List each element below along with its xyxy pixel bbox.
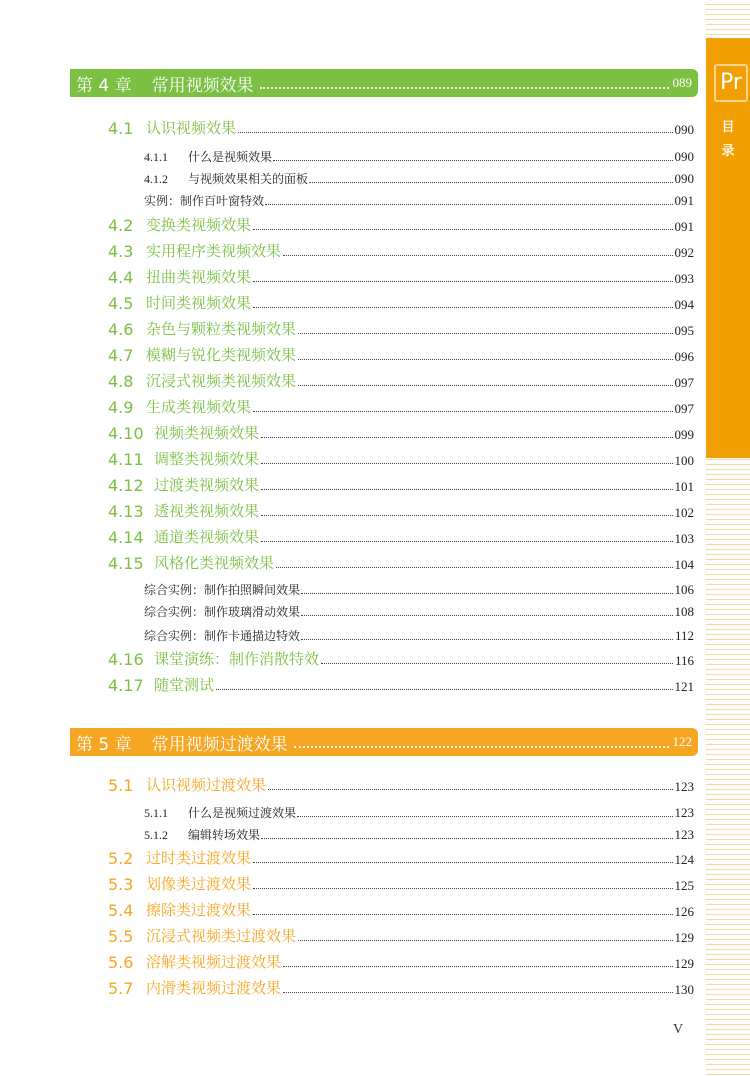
dot-leader — [265, 204, 672, 205]
toc-section[interactable] — [108, 343, 694, 365]
subsection-title: 综合实例：制作拍照瞬间效果 — [144, 583, 301, 597]
section-page: 094 — [674, 297, 694, 312]
dot-leader — [321, 663, 673, 664]
dot-leader — [261, 463, 672, 464]
section-number: 4.2 — [108, 216, 134, 235]
section-number: 4.10 — [108, 424, 144, 443]
section-number: 5.2 — [108, 849, 134, 868]
section-number: 5.7 — [108, 979, 134, 998]
section-number: 5.1 — [108, 776, 134, 795]
section-number: 4.1 — [108, 119, 134, 138]
toc-section[interactable] — [108, 872, 694, 894]
section-number: 4.6 — [108, 320, 134, 339]
dot-leader — [298, 940, 672, 941]
section-title: 实用程序类视频效果 — [146, 242, 282, 260]
section-page: 126 — [674, 904, 694, 919]
section-title: 认识视频效果 — [146, 119, 237, 137]
section-number: 4.16 — [108, 650, 144, 669]
chapter-5-header[interactable] — [70, 728, 698, 756]
dot-leader — [253, 914, 672, 915]
toc-subsection[interactable] — [144, 189, 694, 209]
section-page: 093 — [674, 271, 694, 286]
chapter-page: 089 — [672, 75, 692, 90]
toc-subsection[interactable] — [144, 823, 694, 843]
dot-leader — [297, 816, 672, 817]
subsection-page: 123 — [674, 827, 694, 842]
section-page: 123 — [674, 779, 694, 794]
toc-subsection[interactable] — [144, 578, 694, 598]
subsection-title: 综合实例：制作玻璃滑动效果 — [144, 605, 301, 619]
toc-section[interactable] — [108, 447, 694, 469]
section-number: 4.9 — [108, 398, 134, 417]
chapter-number: 第 5 章 — [76, 734, 132, 755]
section-title: 透视类视频效果 — [154, 502, 260, 520]
section-title: 通道类视频效果 — [154, 528, 260, 546]
section-number: 5.4 — [108, 901, 134, 920]
subsection-page: 090 — [674, 149, 694, 164]
subsection-page: 090 — [674, 171, 694, 186]
section-number: 4.14 — [108, 528, 144, 547]
toc-subsection[interactable] — [144, 145, 694, 165]
section-page: 092 — [674, 245, 694, 260]
section-page: 100 — [674, 453, 694, 468]
section-title: 擦除类过渡效果 — [146, 901, 252, 919]
pr-logo: Pr — [714, 64, 748, 102]
section-number: 4.13 — [108, 502, 144, 521]
dot-leader — [301, 639, 673, 640]
dot-leader — [309, 182, 672, 183]
section-page: 130 — [674, 982, 694, 997]
section-number: 5.5 — [108, 927, 134, 946]
section-number: 4.15 — [108, 554, 144, 573]
section-number: 4.7 — [108, 346, 134, 365]
subsection-title: 综合实例：制作卡通描边特效 — [144, 629, 301, 643]
dot-leader — [301, 593, 672, 594]
toc-subsection[interactable] — [144, 624, 694, 644]
section-title: 风格化类视频效果 — [154, 554, 275, 572]
toc-subsection[interactable] — [144, 167, 694, 187]
subsection-page: 123 — [674, 805, 694, 820]
chapter-4-header[interactable] — [70, 69, 698, 97]
toc-section[interactable] — [108, 369, 694, 391]
section-number: 4.11 — [108, 450, 144, 469]
side-tab-label-1: 目 — [721, 120, 735, 135]
dot-leader — [261, 489, 672, 490]
dot-leader — [301, 615, 672, 616]
dot-leader — [253, 307, 672, 308]
subsection-number: 4.1.1 — [144, 150, 168, 164]
toc-section[interactable] — [108, 239, 694, 261]
toc-section[interactable] — [108, 846, 694, 868]
toc-section[interactable] — [108, 924, 694, 946]
dot-leader — [253, 888, 672, 889]
dot-leader — [261, 541, 672, 542]
toc-section[interactable] — [108, 551, 694, 573]
section-page: 097 — [674, 401, 694, 416]
dot-leader — [273, 160, 672, 161]
toc-subsection[interactable] — [144, 801, 694, 821]
dot-leader — [276, 567, 672, 568]
subsection-page: 112 — [674, 628, 694, 643]
subsection-page: 091 — [674, 193, 694, 208]
dot-leader — [261, 437, 672, 438]
section-title: 模糊与锐化类视频效果 — [146, 346, 297, 364]
section-title: 视频类视频效果 — [154, 424, 260, 442]
section-number: 5.3 — [108, 875, 134, 894]
dot-leader — [253, 862, 672, 863]
subsection-title: 什么是视频过渡效果 — [188, 806, 297, 820]
section-page: 102 — [674, 505, 694, 520]
toc-section[interactable] — [108, 213, 694, 235]
chapter-title: 常用视频过渡效果 — [151, 734, 288, 755]
section-title: 课堂演练：制作消散特效 — [154, 650, 320, 668]
subsection-title: 实例：制作百叶窗特效 — [144, 194, 265, 208]
section-title: 时间类视频效果 — [146, 294, 252, 312]
toc-section[interactable] — [108, 265, 694, 287]
section-title: 沉浸式视频类视频效果 — [146, 372, 297, 390]
toc-section[interactable] — [108, 673, 694, 695]
dot-leader — [253, 229, 672, 230]
section-page: 125 — [674, 878, 694, 893]
section-page: 129 — [674, 930, 694, 945]
section-title: 认识视频过渡效果 — [146, 776, 267, 794]
section-page: 121 — [674, 679, 694, 694]
subsection-title: 编辑转场效果 — [188, 828, 261, 842]
dot-leader — [283, 966, 672, 967]
chapter-title: 常用视频效果 — [151, 75, 254, 96]
section-page: 091 — [674, 219, 694, 234]
section-page: 095 — [674, 323, 694, 338]
section-title: 划像类过渡效果 — [146, 875, 252, 893]
toc-subsection[interactable] — [144, 600, 694, 620]
toc-section[interactable] — [108, 116, 694, 138]
section-title: 过时类过渡效果 — [146, 849, 252, 867]
dot-leader — [298, 333, 672, 334]
section-page: 099 — [674, 427, 694, 442]
subsection-title: 与视频效果相关的面板 — [188, 172, 309, 186]
section-number: 4.12 — [108, 476, 144, 495]
chapter-number: 第 4 章 — [76, 75, 132, 96]
section-title: 调整类视频效果 — [154, 450, 260, 468]
subsection-number: 5.1.2 — [144, 828, 168, 842]
toc-section[interactable] — [108, 773, 694, 795]
toc-section[interactable] — [108, 317, 694, 339]
side-tab-label-2: 录 — [721, 144, 735, 159]
section-number: 4.4 — [108, 268, 134, 287]
section-page: 096 — [674, 349, 694, 364]
toc-section[interactable] — [108, 976, 694, 998]
section-title: 随堂测试 — [154, 676, 215, 694]
dot-leader — [260, 86, 669, 89]
dot-leader — [283, 992, 672, 993]
section-number: 4.8 — [108, 372, 134, 391]
section-title: 内滑类视频过渡效果 — [146, 979, 282, 997]
toc-section[interactable] — [108, 395, 694, 417]
section-title: 沉浸式视频类过渡效果 — [146, 927, 297, 945]
side-tab-label — [706, 116, 750, 164]
section-page: 116 — [674, 653, 694, 668]
toc-section[interactable] — [108, 291, 694, 313]
dot-leader — [298, 359, 672, 360]
toc-section[interactable] — [108, 950, 694, 972]
section-page: 124 — [674, 852, 694, 867]
dot-leader — [216, 689, 672, 690]
section-number: 4.3 — [108, 242, 134, 261]
section-page: 104 — [674, 557, 694, 572]
section-number: 4.5 — [108, 294, 134, 313]
section-title: 扭曲类视频效果 — [146, 268, 252, 286]
toc-section[interactable] — [108, 421, 694, 443]
section-title: 变换类视频效果 — [146, 216, 252, 234]
dot-leader — [253, 281, 672, 282]
page-number: V — [673, 1022, 684, 1037]
dot-leader — [298, 385, 672, 386]
section-page: 101 — [674, 479, 694, 494]
toc-section[interactable] — [108, 525, 694, 547]
dot-leader — [283, 255, 672, 256]
dot-leader — [238, 132, 672, 133]
toc-section[interactable] — [108, 473, 694, 495]
section-page: 090 — [674, 122, 694, 137]
dot-leader — [261, 838, 672, 839]
subsection-number: 5.1.1 — [144, 806, 168, 820]
subsection-title: 什么是视频效果 — [188, 150, 273, 164]
dot-leader — [294, 745, 669, 748]
section-title: 生成类视频效果 — [146, 398, 252, 416]
dot-leader — [268, 789, 672, 790]
section-page: 103 — [674, 531, 694, 546]
toc-section[interactable] — [108, 499, 694, 521]
section-title: 溶解类视频过渡效果 — [146, 953, 282, 971]
section-title: 杂色与颗粒类视频效果 — [146, 320, 297, 338]
toc-section[interactable] — [108, 898, 694, 920]
chapter-page: 122 — [672, 734, 692, 749]
section-number: 5.6 — [108, 953, 134, 972]
toc-section[interactable] — [108, 647, 694, 669]
subsection-page: 106 — [674, 582, 694, 597]
subsection-page: 108 — [674, 604, 694, 619]
dot-leader — [253, 411, 672, 412]
dot-leader — [261, 515, 672, 516]
section-page: 129 — [674, 956, 694, 971]
section-title: 过渡类视频效果 — [154, 476, 260, 494]
subsection-number: 4.1.2 — [144, 172, 168, 186]
section-number: 4.17 — [108, 676, 144, 695]
section-page: 097 — [674, 375, 694, 390]
